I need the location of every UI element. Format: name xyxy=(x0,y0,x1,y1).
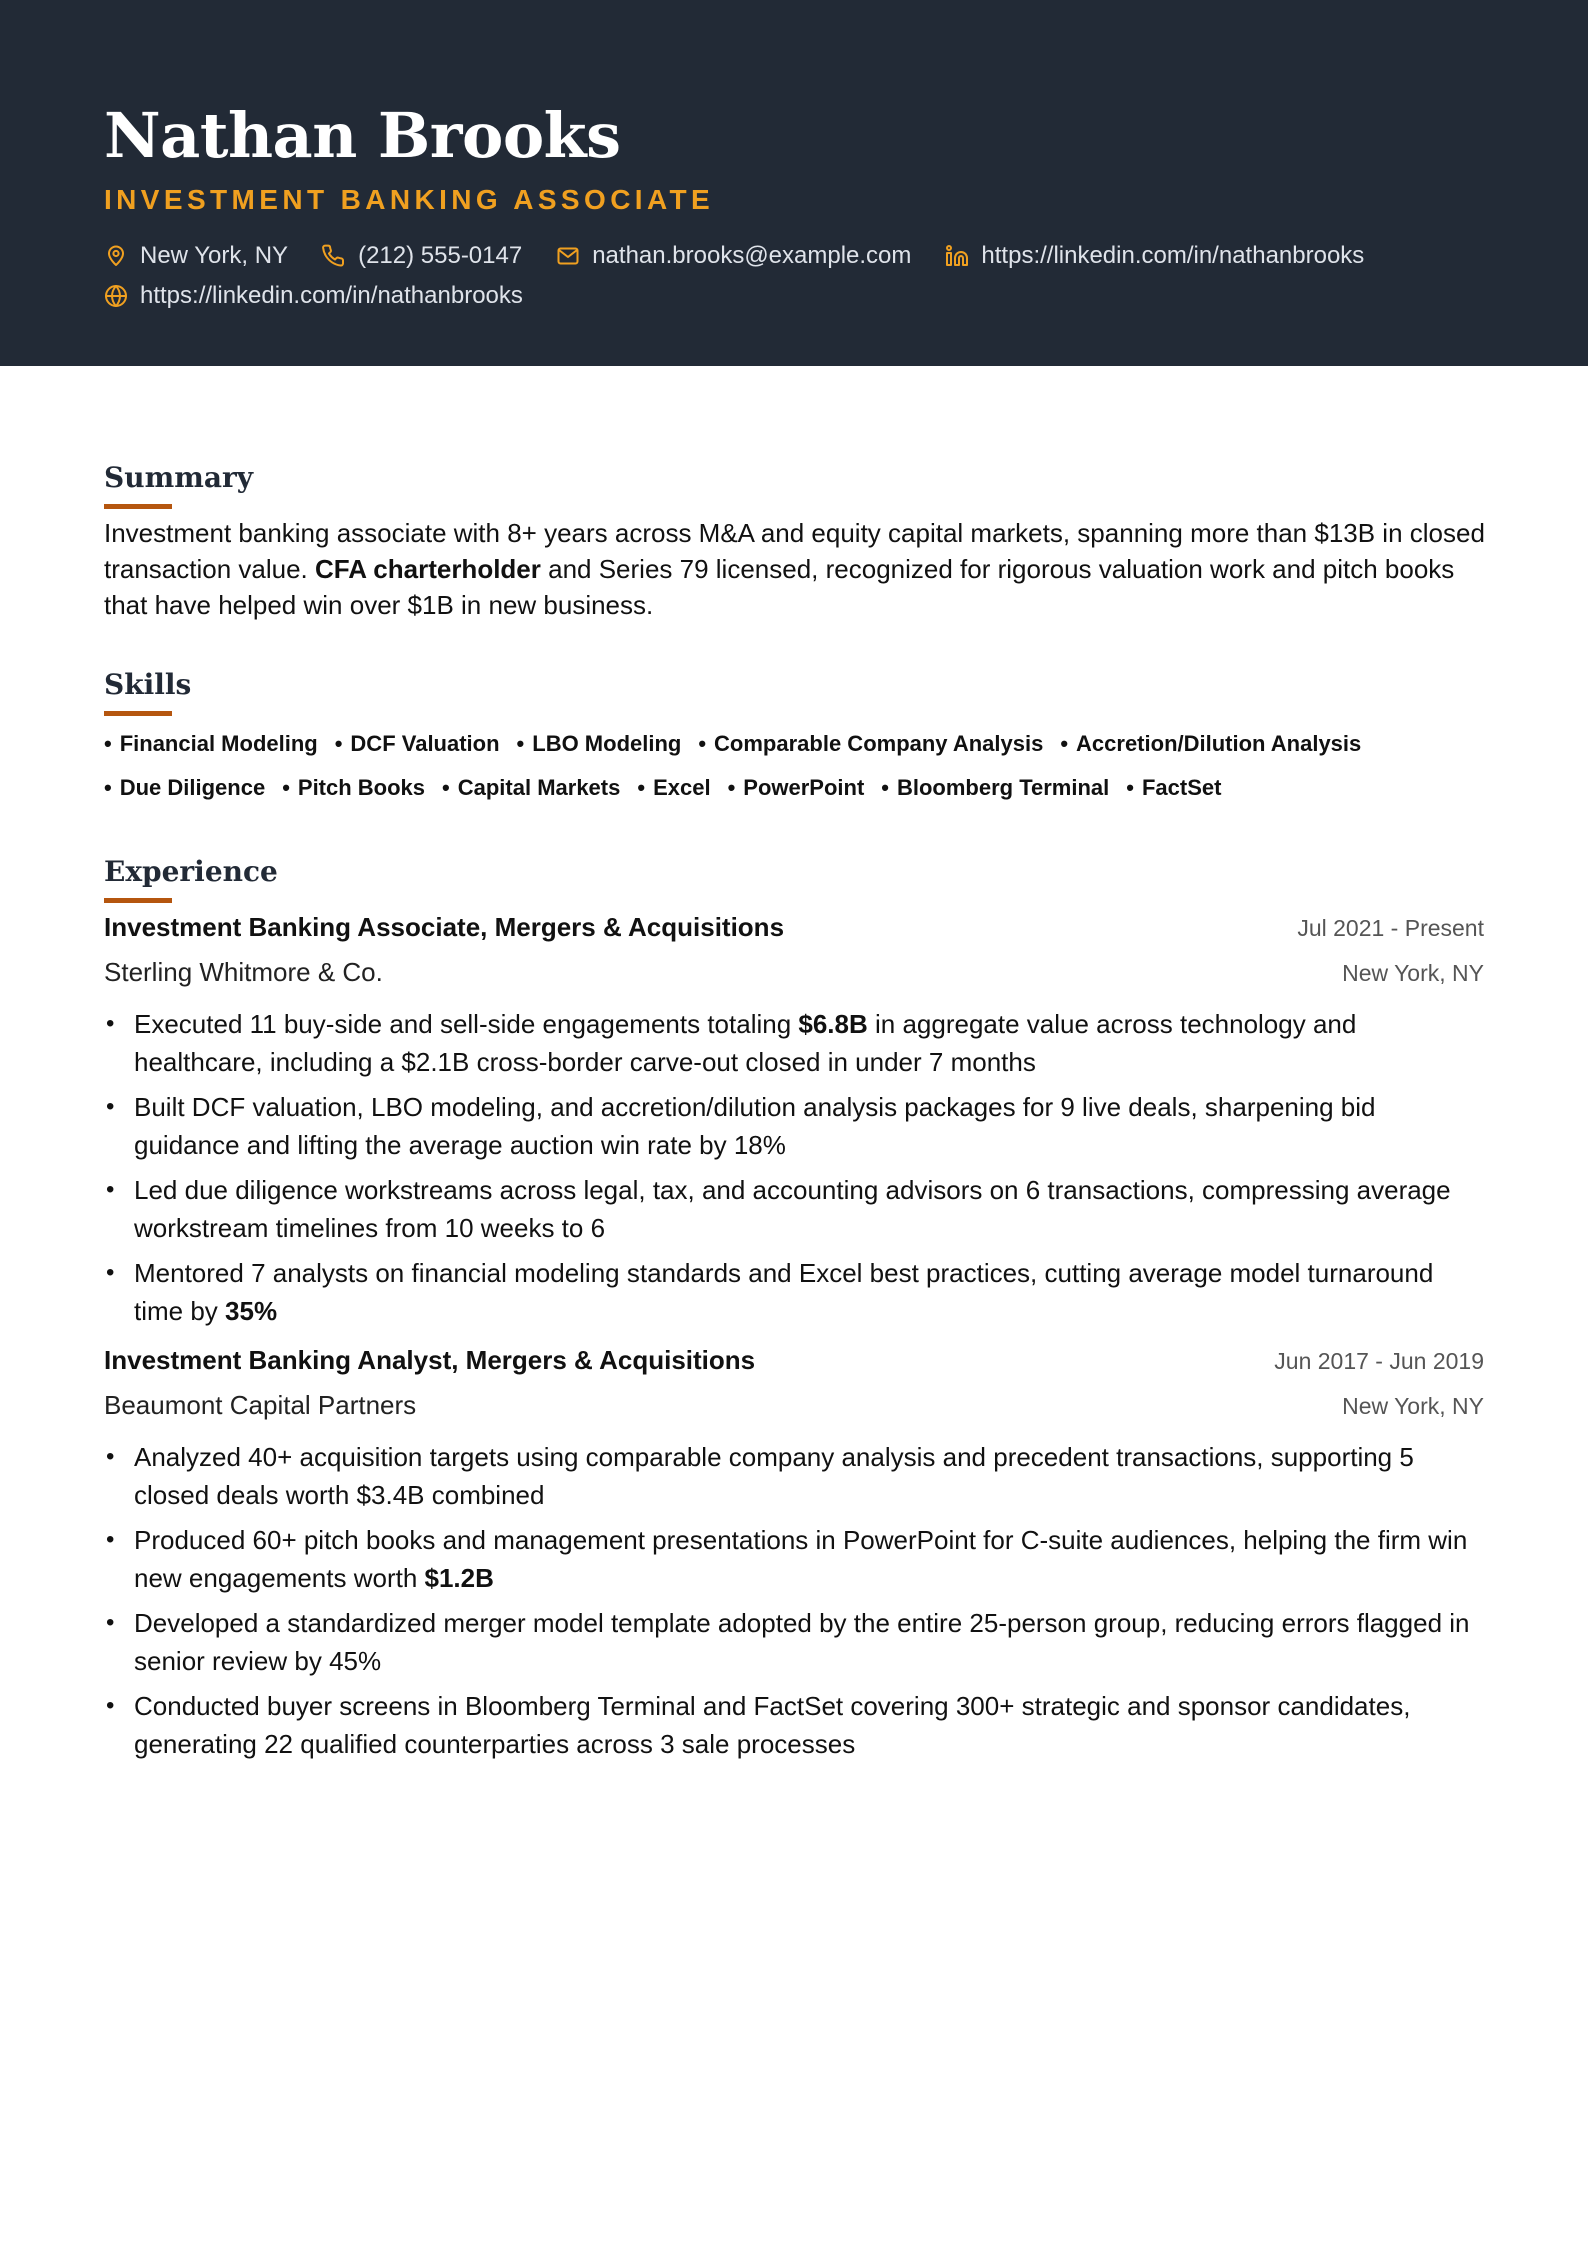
contact-phone-text: (212) 555-0147 xyxy=(358,242,523,269)
skills-list xyxy=(104,726,1494,806)
skill-item: • Pitch Books xyxy=(282,775,426,800)
job-company: Beaumont Capital Partners xyxy=(104,1390,417,1420)
skill-item: • Excel xyxy=(637,775,711,800)
job-subheader xyxy=(104,1385,1484,1426)
envelope-icon xyxy=(556,244,580,268)
experience-section xyxy=(104,854,1484,1763)
location-pin-icon xyxy=(104,244,128,268)
summary-highlight: CFA charterholder xyxy=(315,554,541,584)
job-company: Sterling Whitmore & Co. xyxy=(104,957,383,987)
resume-body xyxy=(0,366,1588,1763)
summary-text-start: Investment banking associate with 8+ years across M&A and equity capital markets, spanning more than $13B in closed transaction value. xyxy=(104,518,1485,584)
summary-text xyxy=(104,515,1494,623)
globe-icon xyxy=(104,284,128,308)
skill-item: • Accretion/Dilution Analysis xyxy=(1060,731,1362,756)
linkedin-icon xyxy=(945,244,969,268)
contact-website[interactable] xyxy=(104,278,523,314)
experience-heading: Experience xyxy=(104,855,278,888)
contact-list xyxy=(104,238,1504,314)
job-location: New York, NY xyxy=(1342,960,1484,986)
job-bullet: • Mentored 7 analysts on financial modeling standards and Excel best practices, cutting average model turnaround time by 35% xyxy=(104,1254,1484,1330)
job-bullet: • Executed 11 buy-side and sell-side engagements totaling $6.8B in aggregate value across technology and healthcare, including a $2.1B cross-border carve-out closed in under 7 months xyxy=(104,1005,1484,1081)
job-header xyxy=(104,907,1484,948)
section-divider xyxy=(104,504,172,509)
contact-phone[interactable] xyxy=(322,238,522,274)
summary-text-end: and Series 79 licensed, recognized for rigorous valuation work and pitch books that have helped win over $1B in new business. xyxy=(104,554,1455,620)
job-header xyxy=(104,1340,1484,1381)
job-bullets xyxy=(104,1005,1484,1330)
contact-linkedin[interactable] xyxy=(945,238,1364,274)
phone-icon xyxy=(322,244,346,268)
summary-heading: Summary xyxy=(104,461,253,494)
skill-item: • Capital Markets xyxy=(442,775,621,800)
job-role: Investment Banking Analyst, Mergers & Acquisitions xyxy=(104,1345,756,1375)
contact-website-text: https://linkedin.com/in/nathanbrooks xyxy=(140,282,523,309)
contact-email-text: nathan.brooks@example.com xyxy=(592,242,912,269)
resume-header xyxy=(0,0,1588,366)
job-bullet: • Conducted buyer screens in Bloomberg Terminal and FactSet covering 300+ strategic and sponsor candidates, generating 22 qualified counterparties across 3 sale processes xyxy=(104,1687,1484,1763)
job-location: New York, NY xyxy=(1342,1393,1484,1419)
summary-section xyxy=(104,460,1484,623)
skill-item: • PowerPoint xyxy=(727,775,865,800)
skill-item: • LBO Modeling xyxy=(516,731,682,756)
skill-item: • Due Diligence xyxy=(104,775,266,800)
contact-location xyxy=(104,238,288,274)
skill-item: • DCF Valuation xyxy=(334,731,500,756)
contact-email[interactable] xyxy=(556,238,911,274)
job-dates: Jun 2017 - Jun 2019 xyxy=(1274,1348,1484,1374)
contact-location-text: New York, NY xyxy=(140,242,289,269)
job-bullet: • Developed a standardized merger model template adopted by the entire 25-person group, reducing errors flagged in senior review by 45% xyxy=(104,1604,1484,1680)
section-divider xyxy=(104,711,172,716)
job-subheader xyxy=(104,952,1484,993)
candidate-title: INVESTMENT BANKING ASSOCIATE xyxy=(104,184,715,215)
contact-linkedin-text: https://linkedin.com/in/nathanbrooks xyxy=(981,242,1365,269)
candidate-name: Nathan Brooks xyxy=(104,99,621,172)
job-dates: Jul 2021 - Present xyxy=(1297,915,1484,941)
job-bullet: • Analyzed 40+ acquisition targets using comparable company analysis and precedent transactions, supporting 5 closed deals worth $3.4B combined xyxy=(104,1438,1484,1514)
section-divider xyxy=(104,898,172,903)
job-role: Investment Banking Associate, Mergers & Acquisitions xyxy=(104,912,785,942)
skill-item: • Comparable Company Analysis xyxy=(698,731,1044,756)
skills-section xyxy=(104,667,1484,806)
skill-item: • Bloomberg Terminal xyxy=(881,775,1110,800)
job-entry xyxy=(104,907,1484,1330)
job-bullets xyxy=(104,1438,1484,1763)
job-bullet: • Built DCF valuation, LBO modeling, and accretion/dilution analysis packages for 9 live deals, sharpening bid guidance and lifting the average auction win rate by 18% xyxy=(104,1088,1484,1164)
job-entry xyxy=(104,1340,1484,1763)
skill-item: • Financial Modeling xyxy=(104,731,318,756)
job-bullet: • Led due diligence workstreams across legal, tax, and accounting advisors on 6 transactions, compressing average workstream timelines from 10 weeks to 6 xyxy=(104,1171,1484,1247)
skills-heading: Skills xyxy=(104,668,192,701)
job-bullet: • Produced 60+ pitch books and management presentations in PowerPoint for C-suite audiences, helping the firm win new engagements worth $1.2B xyxy=(104,1521,1484,1597)
skill-item: • FactSet xyxy=(1126,775,1222,800)
